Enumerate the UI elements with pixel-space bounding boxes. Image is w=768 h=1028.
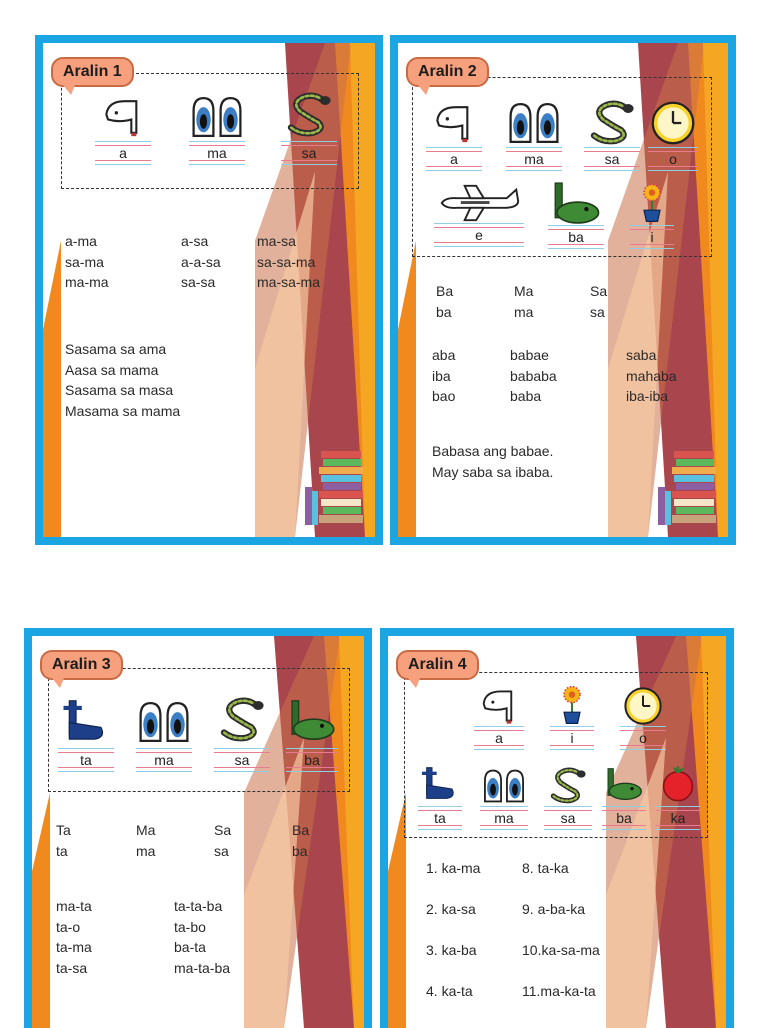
capital-column-1 [56,820,71,861]
capital-column-2 [514,281,533,322]
picture-label: ma [136,752,192,768]
word: ta-ma [56,939,92,955]
word: ma-ta-ba [174,959,231,976]
capital-column-4 [292,820,309,861]
letter: ba [292,842,308,859]
word: ta-ta-ba [174,898,223,914]
syllable-column-2 [181,231,221,293]
lesson-title-badge: Aralin 2 [406,57,489,87]
word: mahaba [626,367,677,384]
letter: ba [436,303,452,320]
sentence: Masama sa mama [65,402,181,419]
picture-label: o [648,151,698,167]
picture-card-ta [418,760,462,826]
word: bao [432,388,456,404]
list-item: 4. ka-ta [426,983,473,999]
picture-label: ma [189,145,245,161]
picture-label: e [434,227,524,243]
picture-label: ma [506,151,562,167]
picture-card-ma [189,93,245,161]
picture-label: ba [286,752,338,768]
clock-icon [622,686,664,726]
list-item: 10.ka-sa-ma [522,942,600,958]
card-content [398,43,728,537]
picture-card-ma [506,99,562,167]
letter: Sa [590,283,608,299]
syllable: sa-ma [65,253,104,270]
eyes-icon [482,766,526,806]
letter: Ma [136,822,156,838]
syllable: ma-ma [65,274,109,290]
books-icon [301,447,369,527]
orange-stripe [398,241,416,537]
picture-card-ba [286,692,338,768]
picture-label: i [630,229,674,245]
sentence: Sasama sa masa [65,382,174,398]
picture-label: ba [548,229,604,245]
picture-label: a [474,730,524,746]
word-column-1 [432,345,455,407]
letter: Sa [214,822,232,838]
lesson-card-3 [24,628,372,1028]
word: ta-sa [56,959,88,976]
picture-card-sa [544,764,592,826]
word: ba-ta [174,939,206,955]
picture-label: sa [214,752,270,768]
lesson-card-2 [390,35,736,545]
word: aba [432,347,456,363]
letter: ta [56,842,68,859]
syllable-column-3 [257,231,320,293]
word: ma-ta [56,898,92,914]
picture-label: ta [58,752,114,768]
picture-card-a [474,686,524,746]
word: ta-o [56,918,81,935]
ba-letter-icon [550,181,602,225]
numbered-list-right [522,848,600,1012]
list-item: 1. ka-ma [426,860,481,876]
sentence-list [65,339,180,421]
lesson-card-4 [380,628,734,1028]
eyes-icon [507,99,561,147]
lesson-title-badge: Aralin 4 [396,650,479,680]
picture-card-ma [136,696,192,768]
list-item: 2. ka-sa [426,901,476,917]
sentence-list [432,441,553,482]
eyes-icon [190,93,244,141]
snake-icon [585,97,639,147]
word: ta-bo [174,918,206,935]
picture-card-i [630,181,674,245]
list-item: 9. a-ba-ka [522,901,586,917]
orange-stripe [43,241,61,537]
picture-card-sa [214,690,270,768]
capital-column-3 [590,281,607,322]
picture-card-sa [584,97,640,167]
picture-card-ka [656,760,700,826]
syllable: ma-sa [257,233,296,249]
syllable: a-a-sa [181,253,221,270]
syllable: a-ma [65,233,97,249]
picture-card-sa [281,87,337,161]
capital-column-2 [136,820,155,861]
letter: Ta [56,822,71,838]
flower-pot-icon [552,684,592,726]
picture-label: ka [656,810,700,826]
capital-column-1 [436,281,453,322]
picture-card-ba [548,181,604,245]
picture-label: o [620,730,666,746]
ta-letter-icon [61,692,111,748]
word-column-2 [174,896,230,978]
eyes-icon [137,696,191,748]
syllable: ma-sa-ma [257,274,321,290]
letter: ma [514,303,534,320]
letter: Ba [436,283,454,299]
word-column-1 [56,896,92,978]
sentence: May saba sa ibaba. [432,463,554,480]
ba-letter-icon [604,762,644,806]
sentence: Babasa ang babae. [432,443,554,459]
syllable: sa-sa-ma [257,253,316,270]
ba-letter-icon [287,692,337,748]
picture-label: a [426,151,482,167]
word: iba-iba [626,388,669,404]
list-item: 8. ta-ka [522,860,569,876]
capital-column-3 [214,820,231,861]
word: saba [626,347,657,363]
picture-card-i [550,684,594,746]
card-content [388,636,726,1028]
list-item: 11.ma-ka-ta [522,983,596,999]
word: baba [510,388,542,404]
lesson-title-badge: Aralin 1 [51,57,134,87]
picture-card-a [426,99,482,167]
head-icon [98,93,148,141]
letter: Ba [292,822,310,838]
picture-card-e [434,183,524,243]
picture-card-ba [602,762,646,826]
card-content [43,43,375,537]
numbered-list-left [426,848,480,1012]
letter: Ma [514,283,534,299]
card-content [32,636,364,1028]
word: bababa [510,367,557,384]
sentence: Aasa sa mama [65,361,159,378]
picture-card-ma [480,766,528,826]
snake-icon [546,764,590,806]
flower-pot-icon [632,181,672,225]
syllable: a-sa [181,233,209,249]
sentence: Sasama sa ama [65,341,167,357]
ta-letter-icon [420,760,460,806]
word-column-2 [510,345,557,407]
snake-icon [215,690,269,748]
picture-label: sa [544,810,592,826]
syllable: sa-sa [181,274,216,290]
clock-icon [650,99,696,147]
head-icon [476,686,522,726]
lesson-card-1 [35,35,383,545]
head-icon [429,99,479,147]
word: iba [432,367,451,384]
picture-label: sa [281,145,337,161]
lesson-title-badge: Aralin 3 [40,650,123,680]
picture-label: ta [418,810,462,826]
word: babae [510,347,549,363]
picture-card-o [620,686,666,746]
syllable-column-1 [65,231,109,293]
letter: sa [590,303,605,320]
picture-label: ba [602,810,646,826]
tomato-icon [658,760,698,806]
letter: ma [136,842,156,859]
word-column-3 [626,345,677,407]
picture-card-o [648,99,698,167]
letter: sa [214,842,229,859]
snake-icon [282,87,336,141]
picture-label: sa [584,151,640,167]
list-item: 3. ka-ba [426,942,477,958]
picture-label: a [95,145,151,161]
picture-card-a [95,93,151,161]
picture-label: i [550,730,594,746]
books-icon [654,447,722,527]
picture-label: ma [480,810,528,826]
airplane-icon [436,183,522,223]
picture-card-ta [58,692,114,768]
